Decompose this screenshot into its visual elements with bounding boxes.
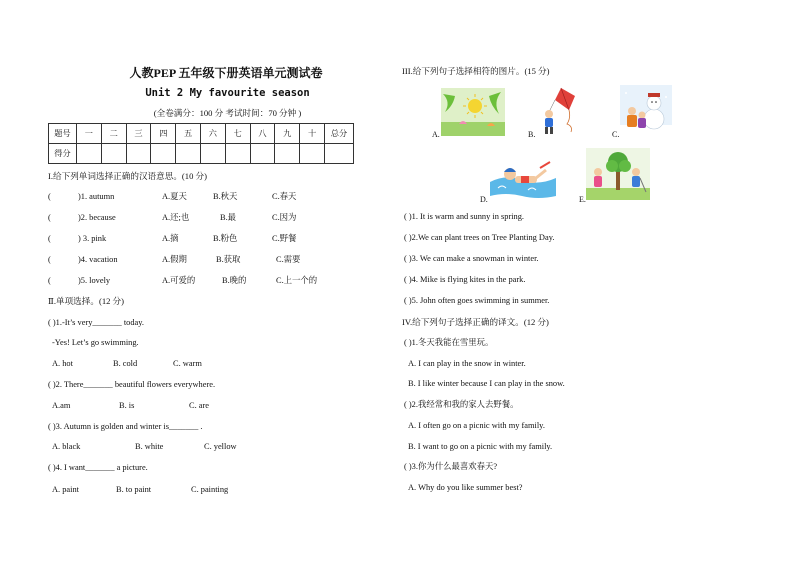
question-text: )2. because: [78, 213, 116, 222]
picture-label-e: E.: [579, 195, 586, 204]
unit-title: Unit 2 My favourite season: [145, 87, 310, 99]
question-text: )5. lovely: [78, 276, 111, 285]
option-b: B.最: [220, 213, 237, 222]
snowman-picture: [620, 85, 672, 137]
option-a: A.am: [52, 401, 71, 410]
col-header: 五: [176, 124, 201, 144]
question-text: )1. autumn: [78, 192, 115, 201]
question-text: ( )4. Mike is flying kites in the park.: [404, 275, 526, 284]
row-label: 得分: [49, 144, 77, 164]
option-c: C.因为: [272, 213, 297, 222]
tree-planting-picture: [586, 148, 650, 200]
option-a: A.夏天: [162, 192, 187, 201]
option-a: A.摘: [162, 234, 179, 243]
option-a: A.还;也: [162, 213, 190, 222]
option-b: B. to paint: [116, 485, 152, 494]
option-a: A.假期: [162, 255, 187, 264]
option-c: C.上一个的: [276, 276, 318, 285]
question-text: ( )1.冬天我能在雪里玩。: [404, 338, 494, 347]
kite-flying-picture: [537, 86, 583, 136]
option-b: B.获取: [216, 255, 241, 264]
swimming-picture: [488, 158, 558, 200]
question-text: ( )1. It is warm and sunny in spring.: [404, 212, 525, 221]
question-text: ( )2.We can plant trees on Tree Planting Day.: [404, 233, 555, 242]
score-cell[interactable]: [77, 144, 102, 164]
score-table: [48, 123, 354, 164]
question-text: ( )4. I want_______ a picture.: [48, 463, 148, 472]
option-a: A. I can play in the snow in winter.: [408, 359, 526, 368]
score-cell[interactable]: [151, 144, 176, 164]
picture-label-d: D.: [480, 195, 488, 204]
exam-title: 人教PEP 五年级下册英语单元测试卷: [129, 66, 323, 80]
score-header-row: [49, 124, 354, 144]
row-label: 题号: [49, 124, 77, 144]
question-text: -Yes! Let’s go swimming.: [52, 338, 139, 347]
question-text: ( )3. We can make a snowman in winter.: [404, 254, 539, 263]
score-cell[interactable]: [126, 144, 151, 164]
score-cell[interactable]: [225, 144, 250, 164]
col-header: 十: [300, 124, 325, 144]
col-header: 七: [225, 124, 250, 144]
col-header: 三: [126, 124, 151, 144]
section3-heading: III.给下列句子选择相符的图片。(15 分): [402, 66, 550, 76]
question-text: ( )2. There_______ beautiful flowers everywhere.: [48, 380, 216, 389]
score-value-row: [49, 144, 354, 164]
col-header: 九: [275, 124, 300, 144]
option-c: C. painting: [191, 485, 229, 494]
question-text: ( )3.你为什么最喜欢春天?: [404, 462, 498, 471]
bracket: (: [48, 234, 51, 243]
score-cell[interactable]: [300, 144, 325, 164]
option-a: A. black: [52, 442, 81, 451]
question-text: ( )5. John often goes swimming in summer.: [404, 296, 550, 305]
question-text: )4. vacation: [78, 255, 118, 264]
option-b: B. white: [135, 442, 164, 451]
question-text: ) 3. pink: [78, 234, 107, 243]
col-header: 一: [77, 124, 102, 144]
option-b: B.晚的: [222, 276, 247, 285]
bracket: (: [48, 276, 51, 285]
bracket: (: [48, 255, 51, 264]
option-b: B.粉色: [213, 234, 238, 243]
section4-heading: IV.给下列句子选择正确的译文。(12 分): [402, 317, 549, 327]
spring-sun-picture: [441, 88, 505, 136]
option-a: A. Why do you like summer best?: [408, 483, 523, 492]
score-cell[interactable]: [325, 144, 354, 164]
option-a: A.可爱的: [162, 276, 196, 285]
bracket: (: [48, 192, 51, 201]
option-b: B. I like winter because I can play in the snow.: [408, 379, 565, 388]
option-c: C. yellow: [204, 442, 237, 451]
option-b: B. is: [119, 401, 135, 410]
exam-note: (全卷满分：100 分 考试时间：70 分钟 ): [153, 108, 302, 118]
col-header: 二: [101, 124, 126, 144]
bracket: (: [48, 213, 51, 222]
question-text: ( )1.-It’s very_______ today.: [48, 318, 144, 327]
score-cell[interactable]: [275, 144, 300, 164]
picture-label-a: A.: [432, 130, 440, 139]
option-c: C.春天: [272, 192, 297, 201]
picture-label-b: B.: [528, 130, 536, 139]
score-cell[interactable]: [101, 144, 126, 164]
score-cell[interactable]: [250, 144, 275, 164]
col-header: 总分: [325, 124, 354, 144]
col-header: 六: [200, 124, 225, 144]
col-header: 四: [151, 124, 176, 144]
option-c: C. are: [189, 401, 209, 410]
option-a: A. paint: [52, 485, 79, 494]
question-text: ( )3. Autumn is golden and winter is_______ .: [48, 422, 203, 431]
option-a: A. I often go on a picnic with my family.: [408, 421, 545, 430]
question-text: ( )2.我经常和我的家人去野餐。: [404, 400, 519, 409]
option-c: C.野餐: [272, 234, 297, 243]
picture-label-c: C.: [612, 130, 620, 139]
col-header: 八: [250, 124, 275, 144]
option-b: B. I want to go on a picnic with my family.: [408, 442, 553, 451]
option-c: C. warm: [173, 359, 202, 368]
option-b: B.秋天: [213, 192, 238, 201]
option-a: A. hot: [52, 359, 73, 368]
score-cell[interactable]: [200, 144, 225, 164]
section1-heading: I.给下列单词选择正确的汉语意思。(10 分): [48, 171, 207, 181]
score-cell[interactable]: [176, 144, 201, 164]
section2-heading: Ⅱ.单项选择。(12 分): [48, 296, 125, 306]
option-b: B. cold: [113, 359, 138, 368]
option-c: C.需要: [276, 255, 301, 264]
